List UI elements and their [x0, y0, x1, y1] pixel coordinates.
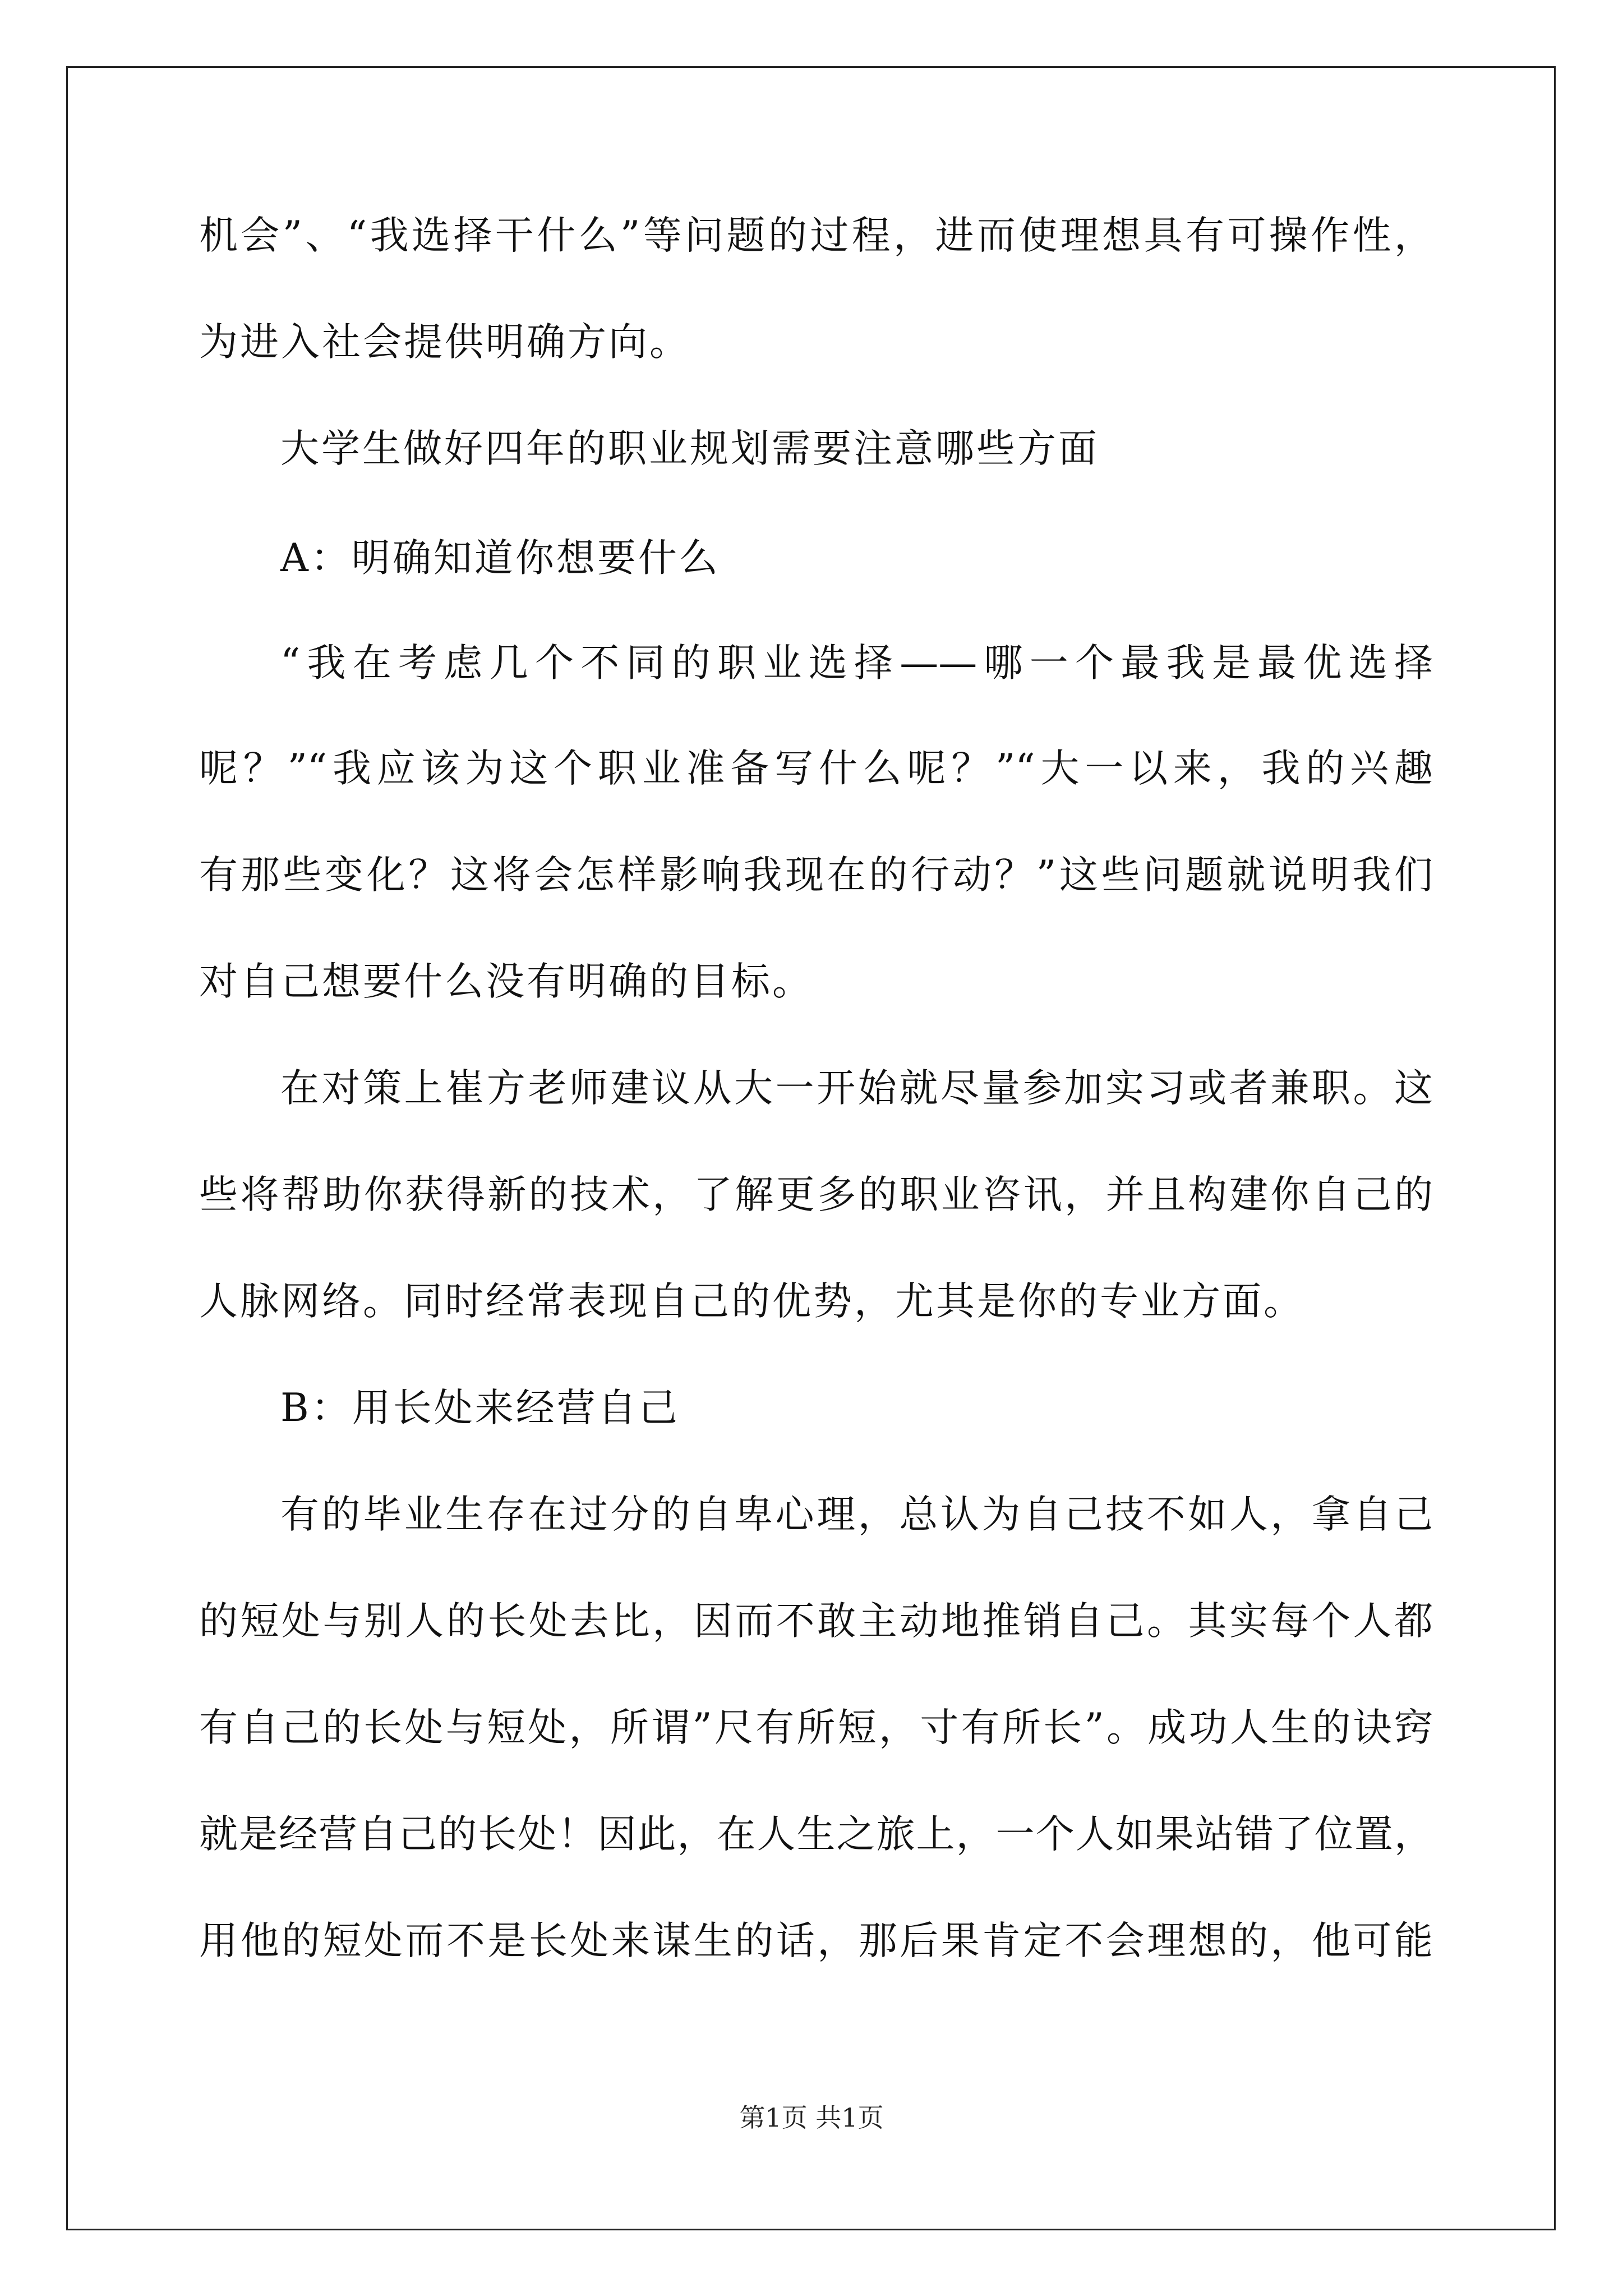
subheading-b: B：用长处来经营自己 — [280, 1386, 680, 1430]
text-line-16: 就是经营自己的长处！因此，在人生之旅上，一个人如果站错了位置， — [199, 1812, 1433, 1857]
text-line-9: 在对策上崔方老师建议从大一开始就尽量参加实习或者兼职。这 — [280, 1066, 1433, 1111]
text-line-14: 的短处与别人的长处去比，因而不敢主动地推销自己。其实每个人都 — [199, 1599, 1433, 1644]
text-line-13: 有的毕业生存在过分的自卑心理，总认为自己技不如人，拿自己 — [280, 1492, 1433, 1537]
text-line-1: 机会”、“我选择干什么”等问题的过程，进而使理想具有可操作性， — [199, 213, 1433, 258]
text-line-11: 人脉网络。同时经常表现自己的优势，尤其是你的专业方面。 — [199, 1279, 1304, 1324]
text-line-7: 有那些变化？这将会怎样影响我现在的行动？”这些问题就说明我们 — [199, 853, 1433, 898]
text-line-10: 些将帮助你获得新的技术，了解更多的职业咨讯，并且构建你自己的 — [199, 1172, 1433, 1217]
text-line-2: 为进入社会提供明确方向。 — [199, 320, 690, 365]
text-line-17: 用他的短处而不是长处来谋生的话，那后果肯定不会理想的，他可能 — [199, 1918, 1433, 1963]
text-line-6: 呢？”“我应该为这个职业准备写什么呢？”“大一以来，我的兴趣 — [199, 746, 1433, 791]
page-number: 第1页 共1页 — [739, 2102, 884, 2133]
text-line-15: 有自己的长处与短处，所谓”尺有所短，寸有所长”。成功人生的诀窍 — [199, 1705, 1433, 1750]
section-heading: 大学生做好四年的职业规划需要注意哪些方面 — [280, 426, 1099, 471]
page-border — [66, 66, 1556, 2230]
subheading-a: A：明确知道你想要什么 — [280, 536, 720, 581]
text-line-8: 对自己想要什么没有明确的目标。 — [199, 959, 813, 1004]
text-line-5: “我在考虑几个不同的职业选择——哪一个最我是最优选择 — [280, 641, 1433, 685]
